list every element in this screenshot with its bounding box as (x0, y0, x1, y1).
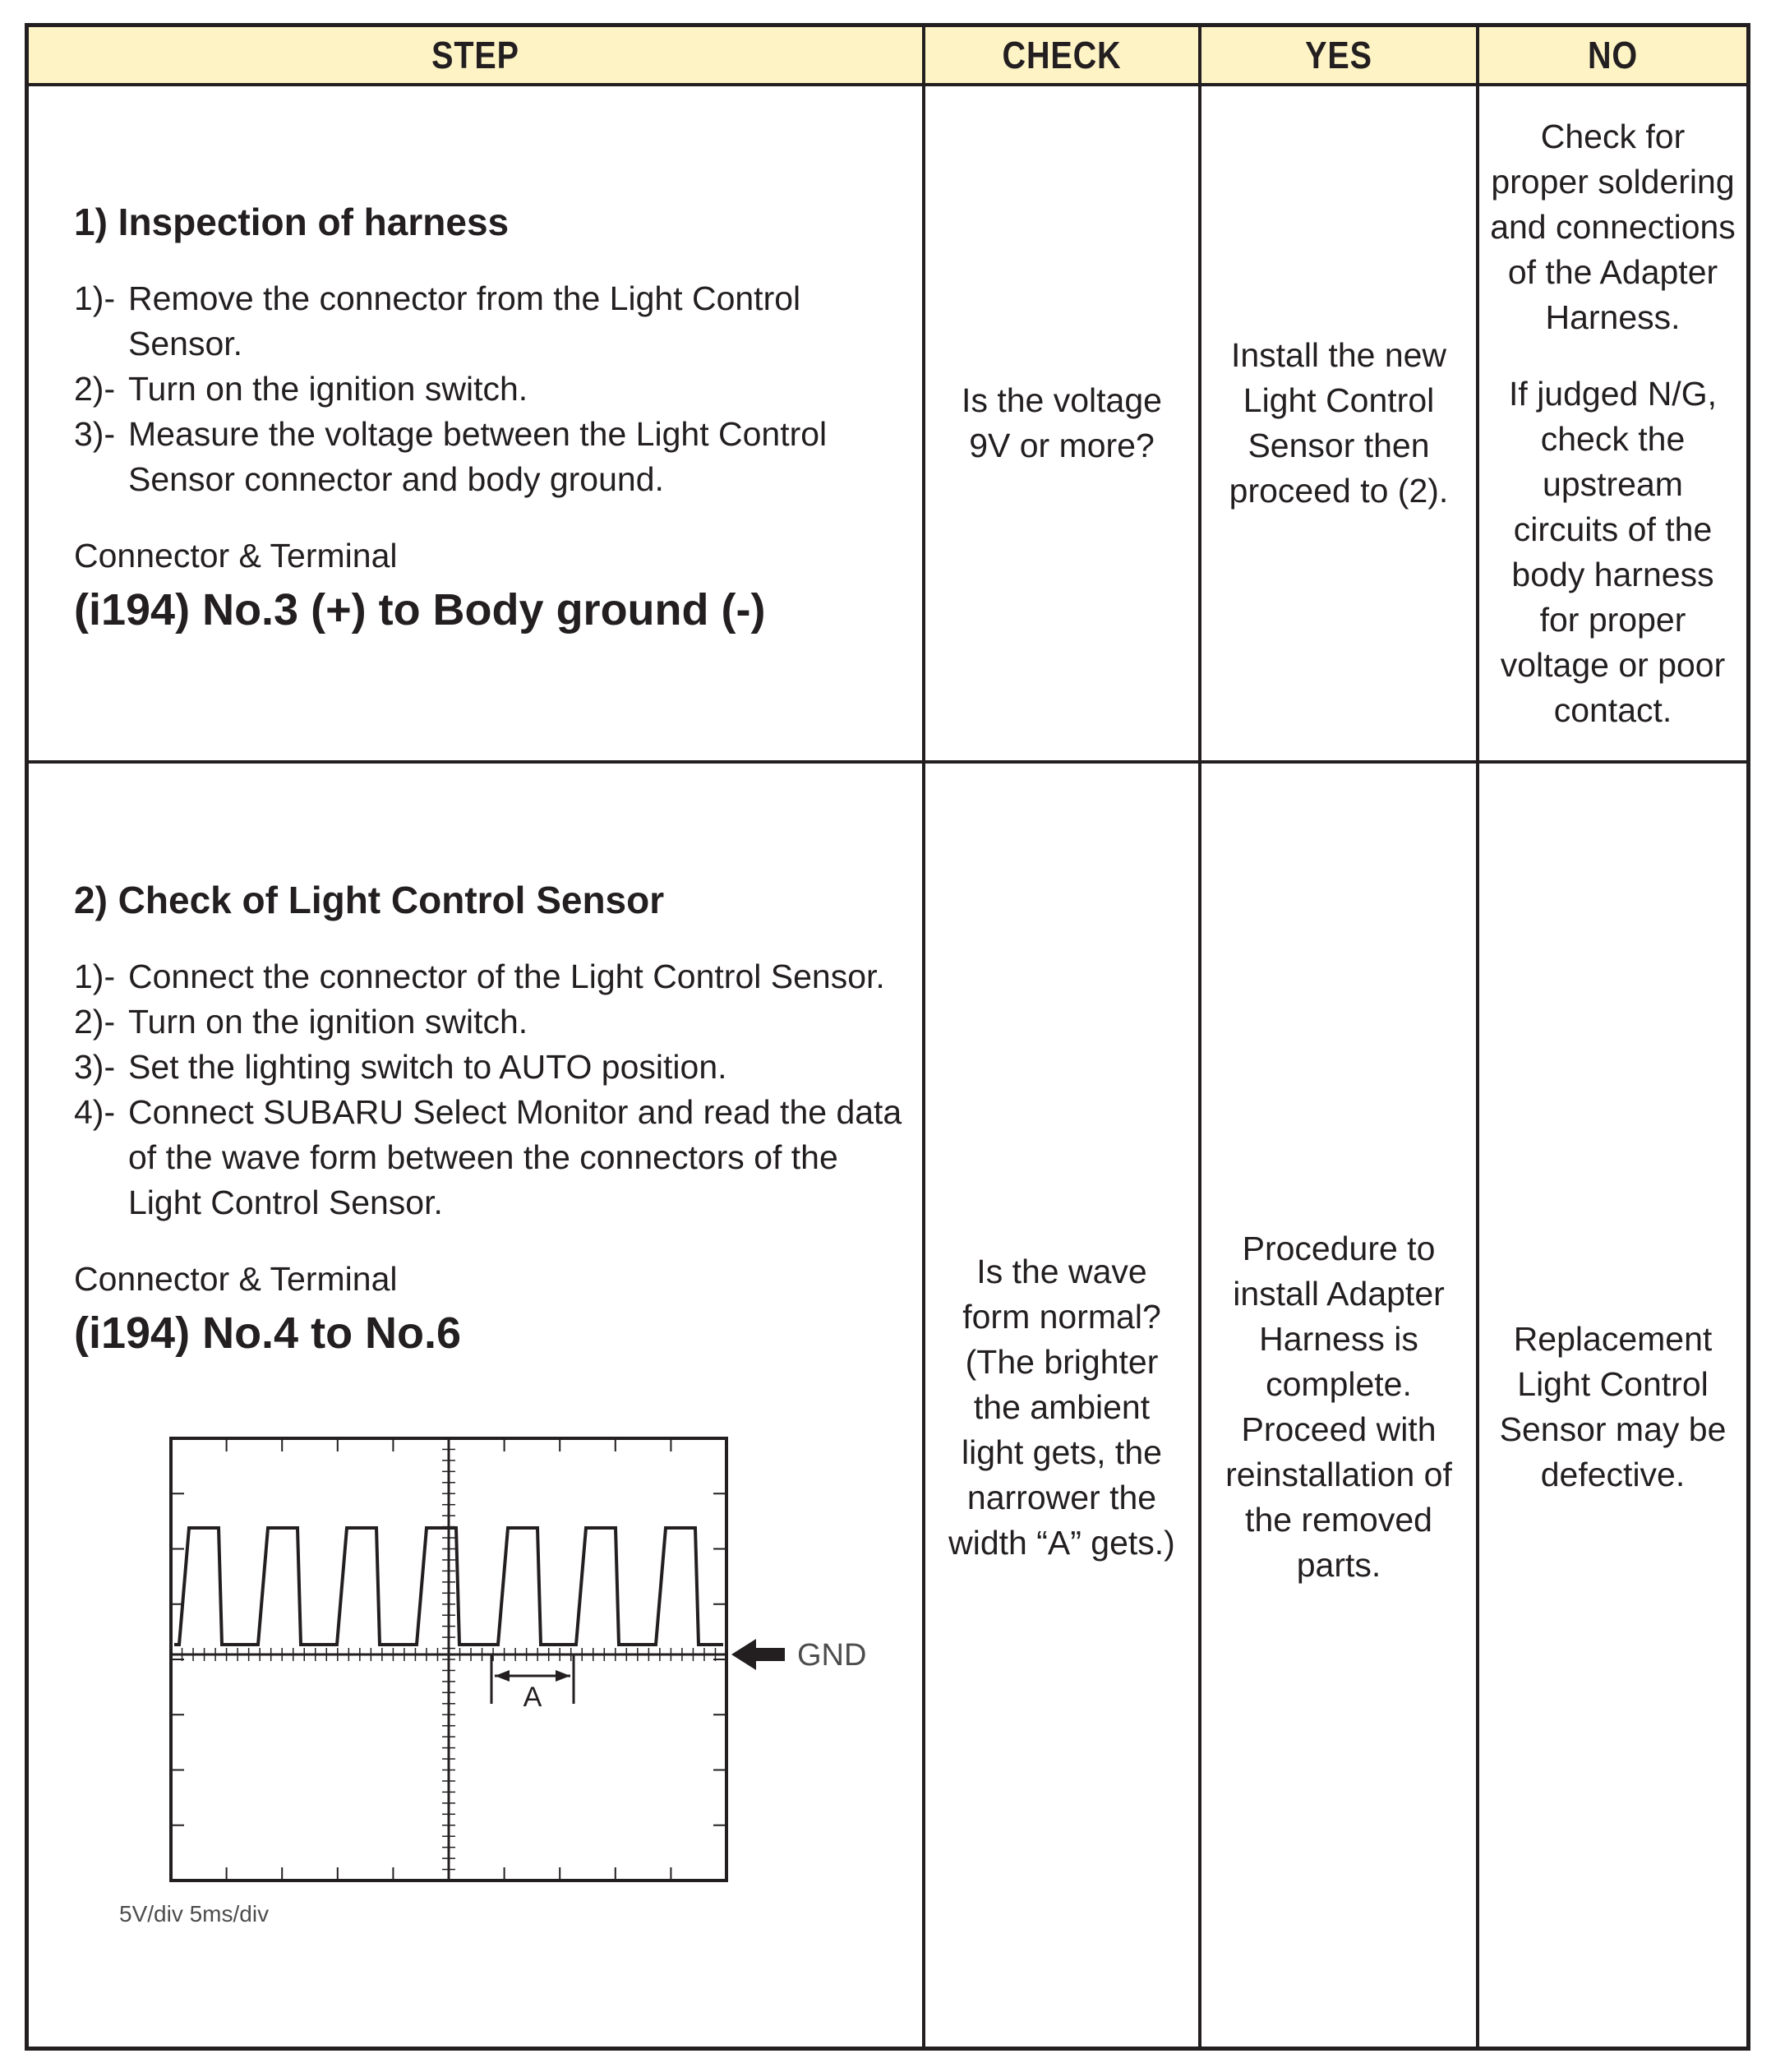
list-item (74, 1090, 920, 1225)
step-1 (74, 200, 920, 636)
item-text: Set the lighting switch to AUTO position. (128, 1048, 727, 1086)
connector-value: (i194) No.3 (+) to Body ground (-) (74, 585, 766, 635)
list-item (74, 999, 920, 1045)
item-text: Connect the connector of the Light Control Sensor. (128, 958, 885, 995)
row-1-no (1479, 86, 1746, 760)
header-check: CHECK (1002, 34, 1122, 76)
step-2-title: 2) Check of Light Control Sensor (74, 879, 665, 921)
header-yes: YES (1305, 34, 1372, 76)
no-text-2: If judged N/G, check the upstream circuits of the body harness for proper voltage or poor contact. (1500, 374, 1726, 729)
connector-label: Connector & Terminal (74, 537, 398, 575)
item-number: 3)- (74, 415, 116, 453)
item-number: 4)- (74, 1093, 116, 1131)
scale-caption: 5V/div 5ms/div (119, 1901, 270, 1927)
list-item (74, 1045, 920, 1090)
connector-value: (i194) No.4 to No.6 (74, 1308, 462, 1358)
check-text: Is the voltage 9V or more? (962, 381, 1162, 464)
scope-ticks (171, 1438, 726, 1880)
item-text: Connect SUBARU Select Monitor and read the data of the wave form between the connectors of the Light Control Sensor. (128, 1093, 902, 1221)
header-no: NO (1587, 34, 1639, 76)
width-label: A (523, 1682, 542, 1713)
no-text: Check for proper soldering and connections of the Adapter Harness. (1490, 117, 1736, 336)
item-text: Turn on the ignition switch. (128, 1003, 528, 1041)
list-item (74, 954, 920, 999)
waveform-diagram (107, 1391, 896, 1893)
step-2-list (74, 954, 920, 1225)
item-number: 2)- (74, 1003, 116, 1041)
row-1-check (925, 86, 1198, 760)
list-item (74, 276, 920, 367)
gnd-label: GND (797, 1638, 867, 1673)
yes-text: Procedure to install Adapter Harness is complete. Proceed with reinstallation of the removed parts. (1225, 1230, 1452, 1584)
list-item (74, 412, 920, 502)
list-item (74, 367, 920, 412)
item-number: 1)- (74, 279, 116, 317)
item-text: Remove the connector from the Light Control Sensor. (128, 279, 801, 362)
item-text: Measure the voltage between the Light Control Sensor connector and body ground. (128, 415, 828, 498)
step-1-title: 1) Inspection of harness (74, 201, 510, 243)
step-2 (74, 878, 920, 1359)
item-text: Turn on the ignition switch. (128, 370, 528, 408)
connector-label: Connector & Terminal (74, 1260, 398, 1298)
item-number: 2)- (74, 370, 116, 408)
step-1-list (74, 276, 920, 502)
header-step: STEP (431, 34, 519, 76)
row-1-yes (1201, 86, 1476, 760)
no-text: Replacement Light Control Sensor may be defective. (1499, 1320, 1727, 1493)
row-2-no (1479, 764, 1746, 2051)
troubleshooting-table (25, 23, 1750, 2051)
arrow-left-icon (731, 1639, 785, 1670)
row-2-check (925, 764, 1198, 2051)
yes-text: Install the new Light Control Sensor then proceed to (2). (1229, 336, 1449, 510)
item-number: 3)- (74, 1048, 116, 1086)
row-2-yes (1201, 764, 1476, 2051)
check-text: Is the wave form normal? (The brighter the ambient light gets, the narrower the width “A” gets.) (948, 1252, 1175, 1562)
item-number: 1)- (74, 958, 116, 995)
